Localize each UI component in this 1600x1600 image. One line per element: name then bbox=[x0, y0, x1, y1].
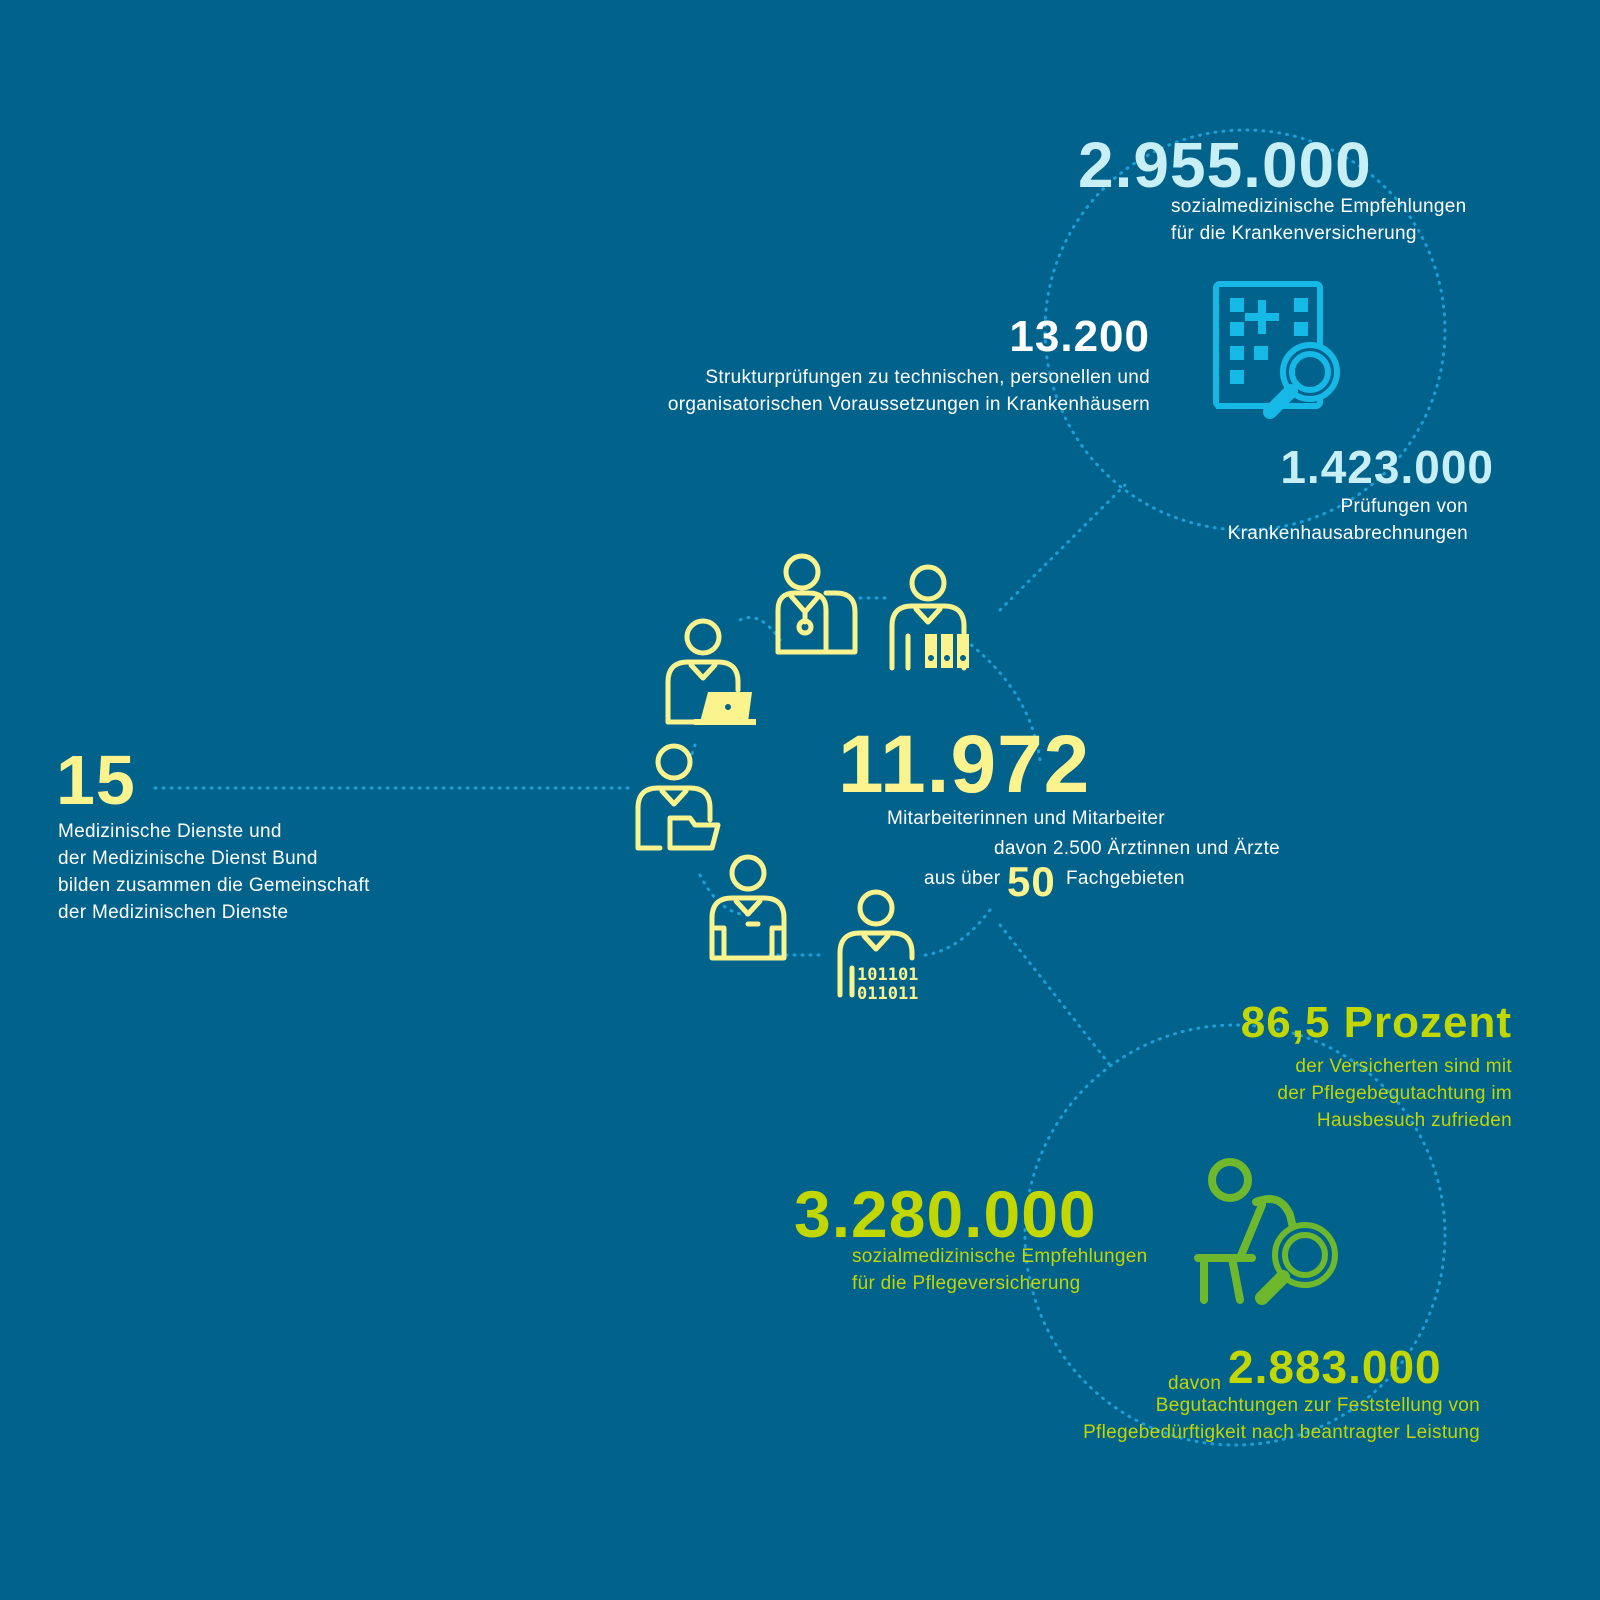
label-line: für die Pflegeversicherung bbox=[852, 1273, 1081, 1294]
label-line: Begutachtungen zur Feststellung von bbox=[1155, 1395, 1480, 1416]
services-label bbox=[58, 818, 370, 926]
health-recommendations-label bbox=[1171, 193, 1467, 247]
label-line: bilden zusammen die Gemeinschaft bbox=[58, 875, 370, 896]
employees-line-1: Mitarbeiterinnen und Mitarbeiter bbox=[887, 808, 1165, 829]
label-line: der Medizinischen Dienste bbox=[58, 902, 289, 923]
label-line: für die Krankenversicherung bbox=[1171, 223, 1417, 244]
label-line: Krankenhausabrechnungen bbox=[1227, 523, 1468, 544]
assessments-number: 2.883.000 bbox=[1228, 1341, 1442, 1393]
services-number: 15 bbox=[56, 741, 136, 819]
label-line: sozialmedizinische Empfehlungen bbox=[852, 1246, 1148, 1267]
structure-checks-number: 13.200 bbox=[1009, 312, 1150, 361]
label-line: der Versicherten sind mit bbox=[1295, 1056, 1512, 1077]
label-line: Strukturprüfungen zu technischen, personellen und bbox=[705, 367, 1150, 388]
satisfaction-number: 86,5 Prozent bbox=[1240, 998, 1512, 1047]
satisfaction-label bbox=[1200, 1053, 1512, 1134]
billing-checks-number: 1.423.000 bbox=[1280, 441, 1494, 493]
label-line: Hausbesuch zufrieden bbox=[1316, 1110, 1512, 1131]
employees-line-3-prefix: aus über bbox=[924, 868, 1001, 889]
care-recommendations-number: 3.280.000 bbox=[794, 1177, 1097, 1251]
label-line: der Medizinische Dienst Bund bbox=[58, 848, 318, 869]
specialties-number: 50 bbox=[1007, 858, 1056, 905]
label-line: sozialmedizinische Empfehlungen bbox=[1171, 196, 1467, 217]
label-line: organisatorischen Voraussetzungen in Krankenhäusern bbox=[667, 394, 1150, 415]
employees-line-2: davon 2.500 Ärztinnen und Ärzte bbox=[994, 838, 1281, 859]
binary-line: 101101 bbox=[857, 965, 919, 985]
label-line: Prüfungen von bbox=[1340, 496, 1468, 517]
label-line: der Pflegebegutachtung im bbox=[1277, 1083, 1512, 1104]
care-recommendations-label bbox=[852, 1243, 1148, 1297]
health-recommendations-number: 2.955.000 bbox=[1078, 129, 1372, 201]
binary-line: 011011 bbox=[857, 984, 919, 1004]
assessments-label bbox=[1000, 1392, 1480, 1446]
assessments-prefix: davon bbox=[1168, 1373, 1222, 1394]
label-line: Pflegebedürftigkeit nach beantragter Leistung bbox=[1083, 1422, 1480, 1443]
structure-checks-label bbox=[600, 364, 1150, 418]
employees-line-3-suffix: Fachgebieten bbox=[1066, 868, 1185, 889]
label-line: Medizinische Dienste und bbox=[58, 821, 282, 842]
employees-number: 11.972 bbox=[838, 719, 1091, 810]
billing-checks-label bbox=[1150, 493, 1468, 547]
